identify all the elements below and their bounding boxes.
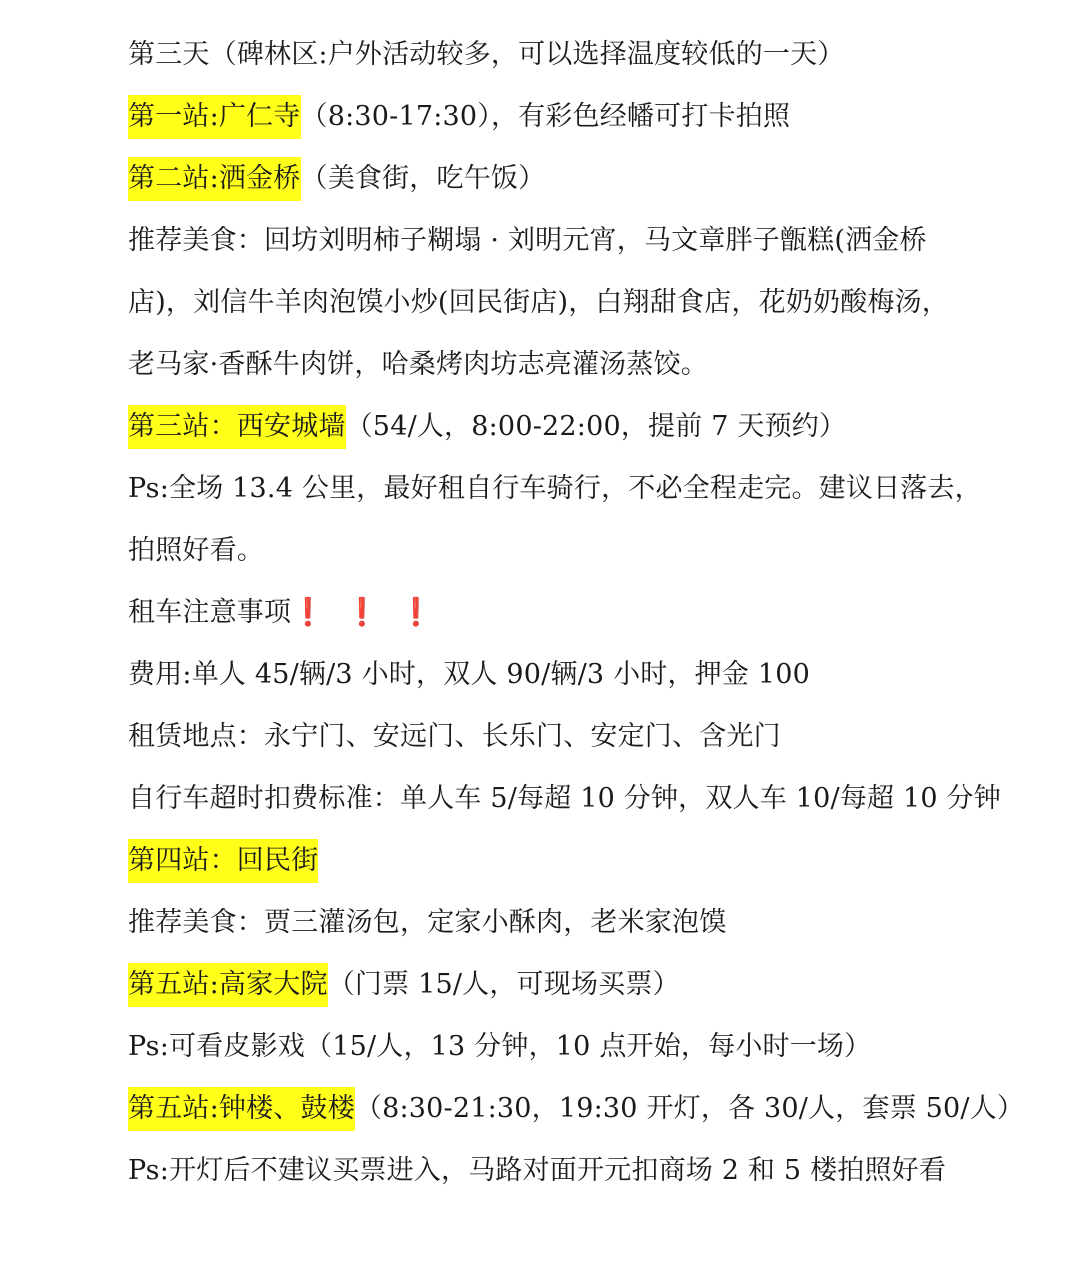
stop-5a-label: 第五站:高家大院 xyxy=(128,963,328,1007)
stop-1 xyxy=(128,86,968,148)
food-recommend-line-2: 店)，刘信牛羊肉泡馍小炒(回民街店)，白翔甜食店，花奶奶酸梅汤， xyxy=(128,287,949,318)
stop-4 xyxy=(128,830,968,892)
exclamation-icon: ❗ xyxy=(345,597,380,628)
ps-city-wall-line-2: 拍照好看。 xyxy=(128,535,264,566)
stop-3-label: 第三站：西安城墙 xyxy=(128,405,346,449)
itinerary-document xyxy=(128,24,1025,1202)
ps-shadow-play: Ps:可看皮影戏（15/人，13 分钟，10 点开始，每小时一场） xyxy=(128,1031,872,1062)
stop-2 xyxy=(128,148,968,210)
rental-notice-title-line xyxy=(128,582,968,644)
stop-5b-label: 第五站:钟楼、鼓楼 xyxy=(128,1087,355,1131)
stop-5a-detail: （门票 15/人，可现场买票） xyxy=(327,969,680,1000)
stop-5b xyxy=(128,1078,1025,1140)
exclamation-icon: ❗ xyxy=(399,597,434,628)
food-recommend-line-3: 老马家·香酥牛肉饼，哈桑烤肉坊志亮灌汤蒸饺。 xyxy=(128,349,708,380)
rental-overtime: 自行车超时扣费标准：单人车 5/每超 10 分钟，双人车 10/每超 10 分钟 xyxy=(128,783,1001,814)
exclamation-icon: ❗ xyxy=(291,597,326,628)
day-title: 第三天（碑林区:户外活动较多，可以选择温度较低的一天） xyxy=(128,39,845,70)
stop-5b-detail: （8:30-21:30，19:30 开灯，各 30/人，套票 50/人） xyxy=(354,1093,1025,1124)
stop-2-label: 第二站:洒金桥 xyxy=(128,157,301,201)
stop-3 xyxy=(128,396,968,458)
stop-1-label: 第一站:广仁寺 xyxy=(128,95,301,139)
rental-fee: 费用:单人 45/辆/3 小时，双人 90/辆/3 小时，押金 100 xyxy=(128,659,810,690)
stop-2-detail: （美食街，吃午饭） xyxy=(300,163,546,194)
rental-locations: 租赁地点：永宁门、安远门、长乐门、安定门、含光门 xyxy=(128,721,781,752)
food-recommend-2: 推荐美食：贾三灌汤包，定家小酥肉，老米家泡馍 xyxy=(128,907,727,938)
stop-1-detail: （8:30-17:30），有彩色经幡可打卡拍照 xyxy=(300,101,791,132)
ps-city-wall-line-1: Ps:全场 13.4 公里，最好租自行车骑行，不必全程走完。建议日落去， xyxy=(128,473,982,504)
food-recommend-line-1: 推荐美食：回坊刘明柿子糊塌 · 刘明元宵，马文章胖子甑糕(洒金桥 xyxy=(128,225,927,256)
rental-notice-title: 租车注意事项 xyxy=(128,597,292,628)
stop-4-label: 第四站：回民街 xyxy=(128,839,318,883)
stop-3-detail: （54/人，8:00-22:00，提前 7 天预约） xyxy=(345,411,847,442)
ps-bell-drum-tower: Ps:开灯后不建议买票进入，马路对面开元扣商场 2 和 5 楼拍照好看 xyxy=(128,1155,947,1186)
stop-5a xyxy=(128,954,968,1016)
